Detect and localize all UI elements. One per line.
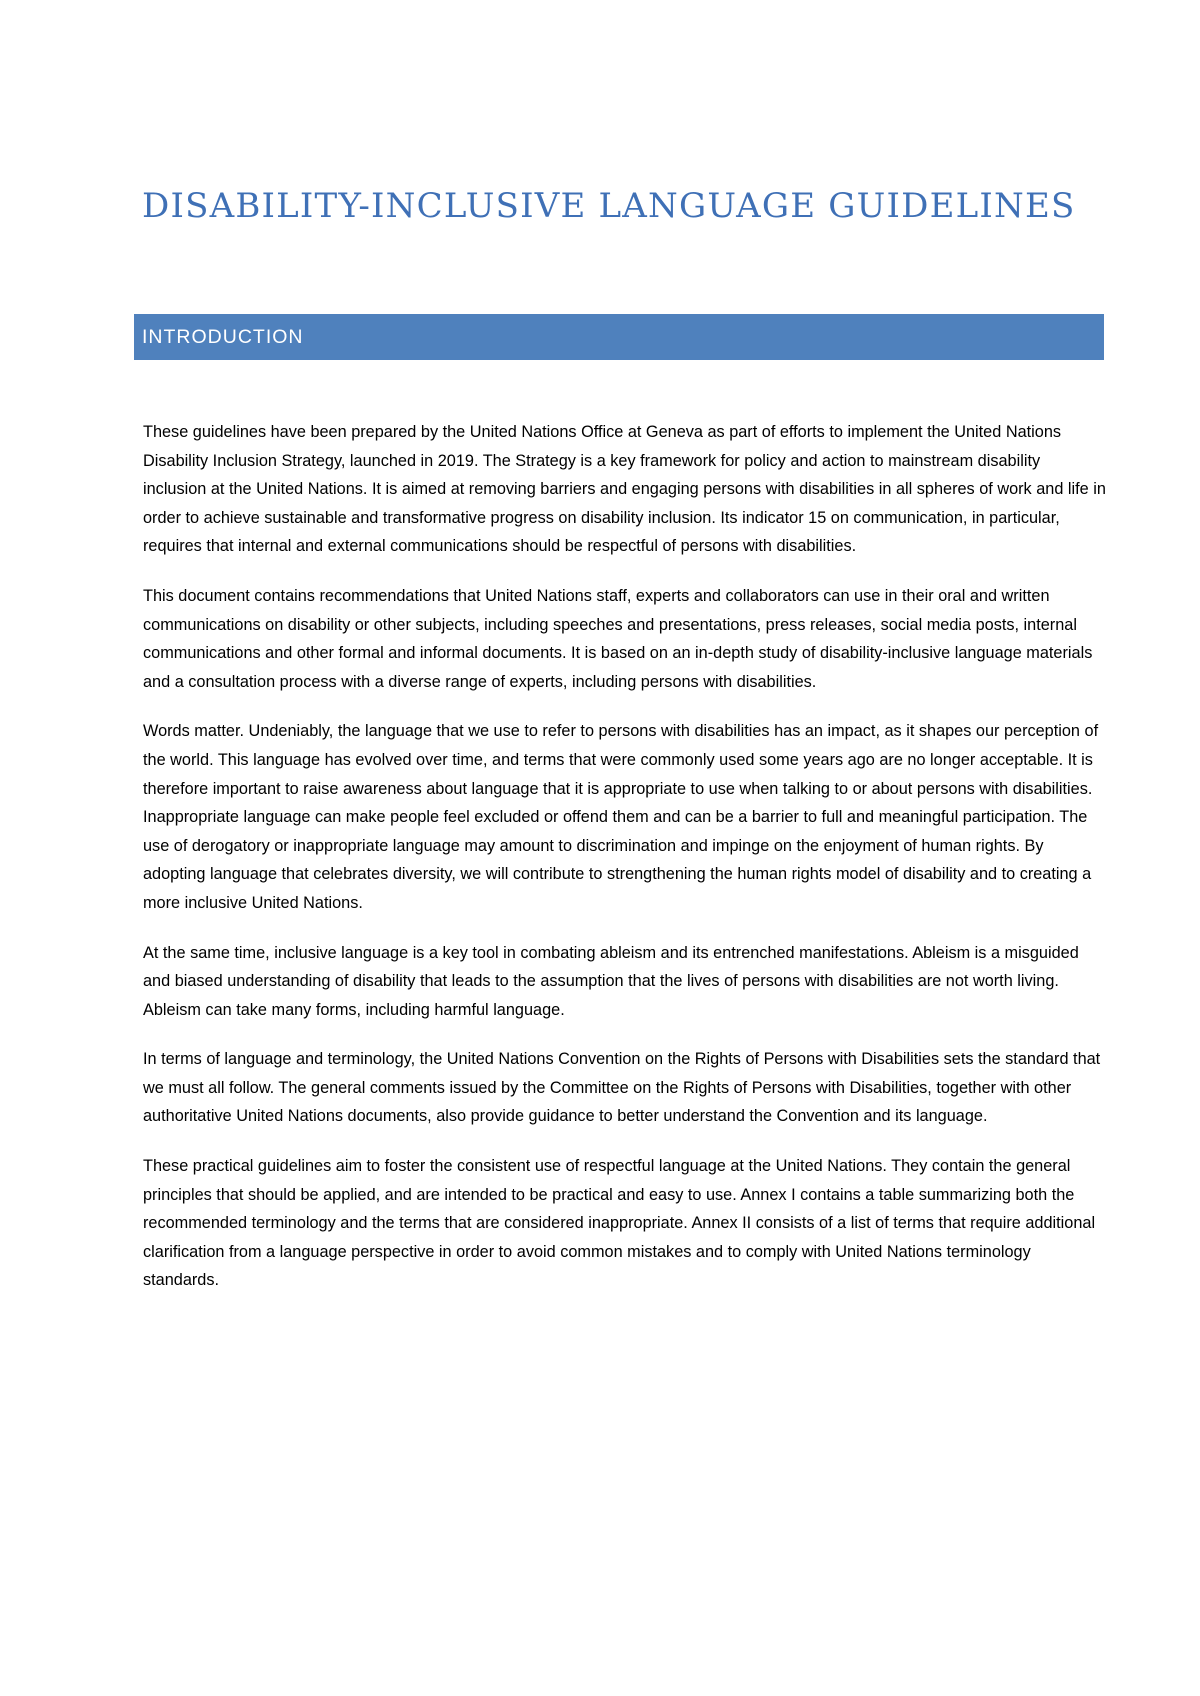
paragraph-5: In terms of language and terminology, the United Nations Convention on the Rights of Persons with Disabilities sets the standard that we must all follow. The general comments issued by the Committee on the Rights of Persons with Disabilities, together with other authoritative United Nations documents, also provide guidance to better understand the Convention and its language. (143, 1050, 1101, 1126)
paragraph-3: Words matter. Undeniably, the language that we use to refer to persons with disabilities has an impact, as it shapes our perception of the world. This language has evolved over time, and terms that were commonly used some years ago are no longer acceptable. It is therefore important to raise awareness about language that it is appropriate to use when talking to or about persons with disabilities. Inappropriate language can make people feel excluded or offend them and can be a barrier to full and meaningful participation. The use of derogatory or inappropriate language may amount to discrimination and impinge on the enjoyment of human rights. By adopting language that celebrates diversity, we will contribute to strengthening the human rights model of disability and to creating a more inclusive United Nations. (143, 722, 1099, 912)
section-heading: INTRODUCTION (142, 325, 304, 348)
section-header-bar (134, 314, 1104, 360)
paragraph-6: These practical guidelines aim to foster the consistent use of respectful language at the United Nations. They contain the general principles that should be applied, and are intended to be practical and easy to use. Annex I contains a table summarizing both the recommended terminology and the terms that are considered inappropriate. Annex II consists of a list of terms that require additional clarification from a language perspective in order to avoid common mistakes and to comply with United Nations terminology standards. (143, 1157, 1096, 1290)
body-text (143, 418, 1107, 1316)
paragraph-4: At the same time, inclusive language is a key tool in combating ableism and its entrenched manifestations. Ableism is a misguided and biased understanding of disability that leads to the assumption that the lives of persons with disabilities are not worth living. Ableism can take many forms, including harmful language. (143, 943, 1079, 1019)
paragraph-2: This document contains recommendations that United Nations staff, experts and collaborators can use in their oral and written communications on disability or other subjects, including speeches and presentations, press releases, social media posts, internal communications and other formal and informal documents. It is based on an in-depth study of disability-inclusive language materials and a consultation process with a diverse range of experts, including persons with disabilities. (143, 586, 1093, 691)
paragraph-1: These guidelines have been prepared by the United Nations Office at Geneva as part of efforts to implement the United Nations Disability Inclusion Strategy, launched in 2019. The Strategy is a key framework for policy and action to mainstream disability inclusion at the United Nations. It is aimed at removing barriers and engaging persons with disabilities in all spheres of work and life in order to achieve sustainable and transformative progress on disability inclusion. Its indicator 15 on communication, in particular, requires that internal and external communications should be respectful of persons with disabilities. (143, 423, 1106, 556)
document-title: DISABILITY-INCLUSIVE LANGUAGE GUIDELINES (142, 186, 1076, 226)
